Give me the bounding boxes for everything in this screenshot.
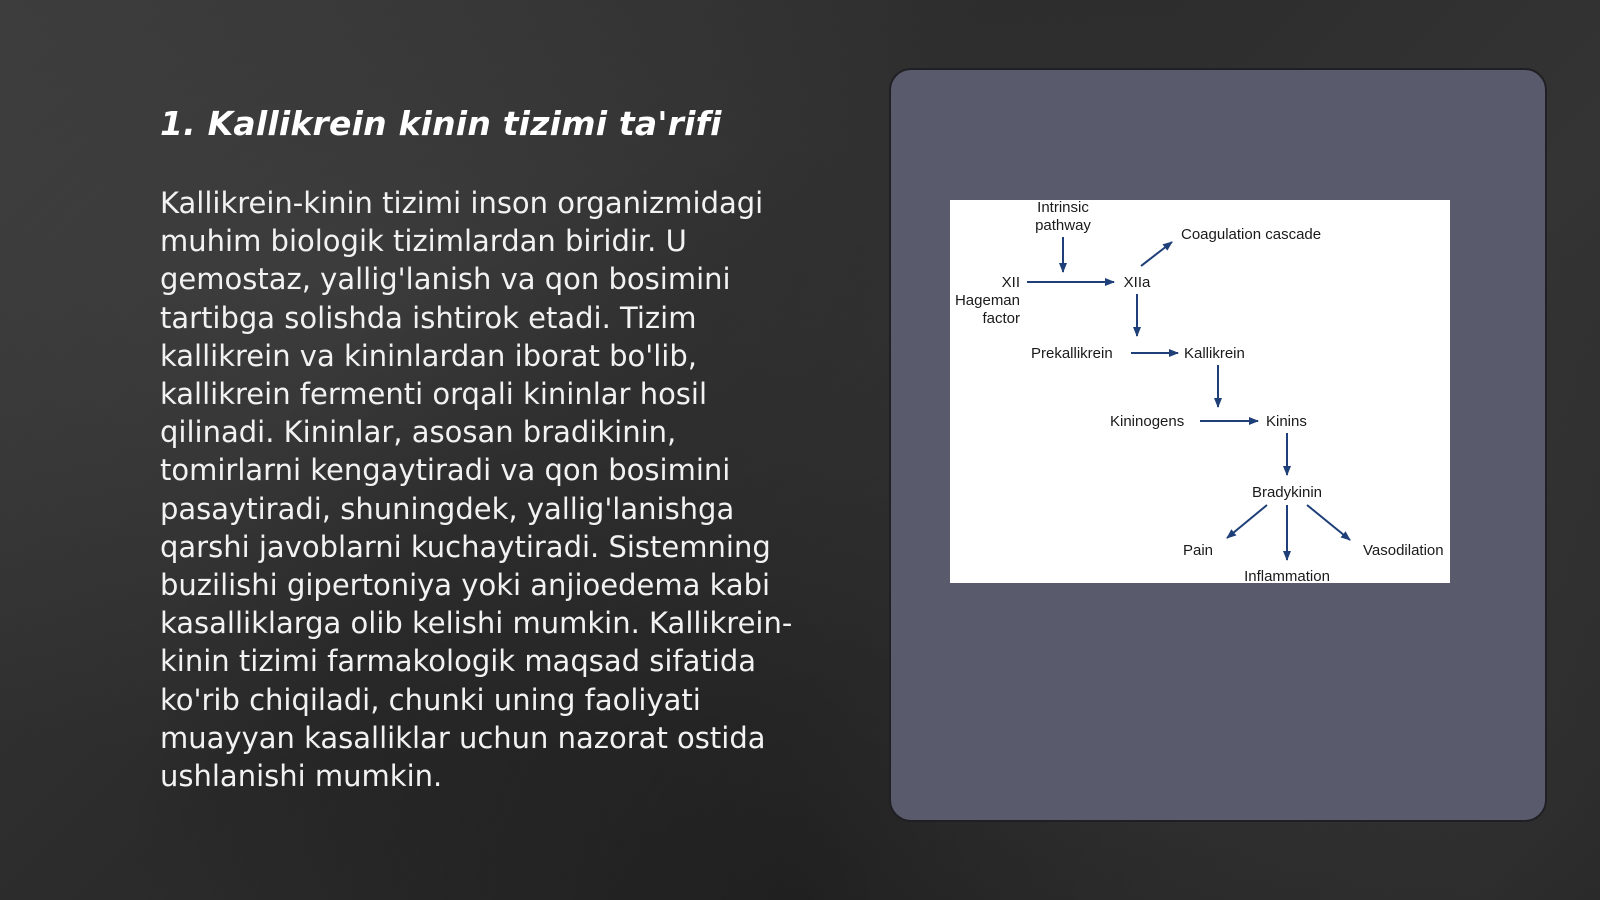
label-vasodilation: Vasodilation bbox=[1363, 542, 1444, 559]
label-bradykinin: Bradykinin bbox=[1251, 484, 1323, 501]
arrow-bradykinin-to-pain bbox=[1227, 505, 1267, 538]
arrow-xiia-to-coagulation bbox=[1141, 242, 1172, 266]
label-intrinsic-1: Intrinsic bbox=[1037, 200, 1089, 216]
label-coagulation: Coagulation cascade bbox=[1181, 226, 1322, 243]
slide-body-text: Kallikrein-kinin tizimi inson organizmidagi muhim biologik tizimlardan biridir. U gemostaz, yallig'lanish va qon bosimini tartibga solishda ishtirok etadi. Tizim kallikrein va kininlardan iborat bo'lib, kallikrein fermenti orqali kininlar hosil qilinadi. Kininlar, asosan bradikinin, tomirlarni kengaytiradi va qon bosimini pasaytiradi, shuningdek, yallig'lanishga qarshi javoblarni kuchaytiradi. Sistemning buzilishi gipertoniya yoki anjioedema kabi kasalliklarga olib kelishi mumkin. Kallikrein-kinin tizimi farmakologik maqsad sifatida ko'rib chiqiladi, chunki uning faoliyati muayyan kasalliklar uchun nazorat ostida ushlanishi mumkin. bbox=[160, 186, 793, 794]
kallikrein-kinin-diagram bbox=[950, 200, 1450, 583]
label-intrinsic-2: pathway bbox=[1035, 217, 1091, 234]
arrow-bradykinin-to-vasodilation bbox=[1307, 505, 1350, 540]
label-hageman-2: factor bbox=[982, 310, 1020, 327]
label-kininogens: Kininogens bbox=[1110, 413, 1185, 430]
label-inflammation: Inflammation bbox=[1244, 568, 1330, 583]
label-pain: Pain bbox=[1183, 542, 1214, 559]
label-kinins: Kinins bbox=[1266, 413, 1307, 430]
label-xiia: XIIa bbox=[1123, 274, 1151, 291]
label-xii: XII bbox=[1001, 274, 1020, 291]
label-prekallikrein: Prekallikrein bbox=[1031, 345, 1113, 362]
label-hageman-1: Hageman bbox=[954, 292, 1020, 309]
slide-title: 1. Kallikrein kinin tizimi ta'rifi bbox=[160, 104, 722, 143]
diagram-svg bbox=[950, 200, 1450, 583]
label-kallikrein: Kallikrein bbox=[1184, 345, 1245, 362]
